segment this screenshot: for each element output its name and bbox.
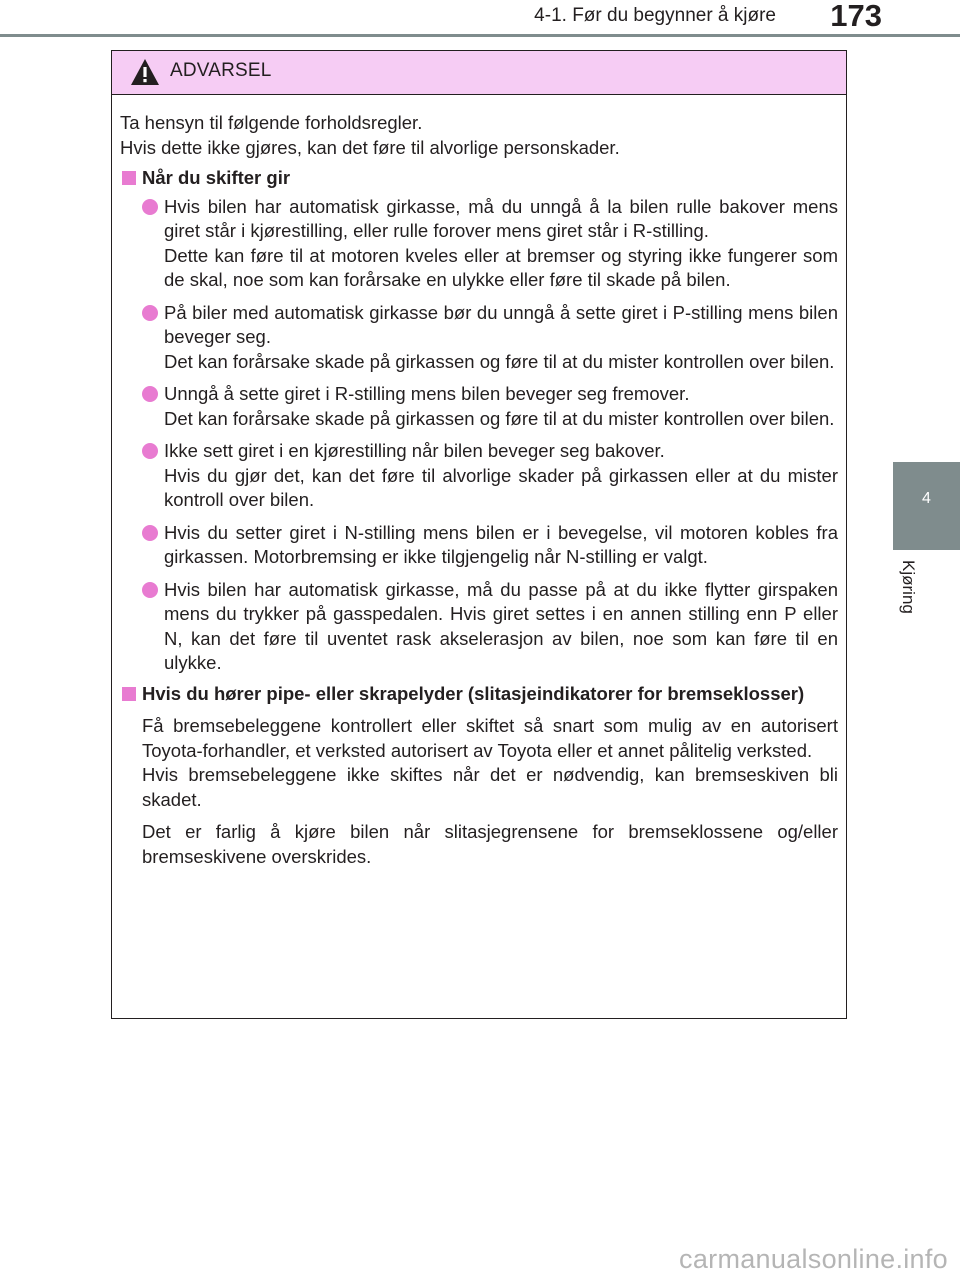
warning-label: ADVARSEL <box>170 60 272 81</box>
round-bullet-icon <box>142 582 158 598</box>
bullet-list <box>120 195 838 676</box>
chapter-tab <box>893 462 960 550</box>
round-bullet-icon <box>142 443 158 459</box>
list-item <box>120 439 838 513</box>
header-divider <box>0 34 960 37</box>
section-title: 4-1. Før du begynner å kjøre <box>534 5 776 26</box>
section-heading <box>120 682 838 707</box>
paragraph-text: Det er farlig å kjøre bilen når slitasjegrensene for bremseklossene og/eller bremseskivene overskrides. <box>142 821 838 867</box>
bullet-text: Hvis bilen har automatisk girkasse, må du passe på at du ikke flytter girspaken mens du trykker på gasspedalen. Hvis giret settes i en annen stilling enn P eller N, kan det føre til uventet rask akselerasjon av bilen, noe som kan føre til en ulykke. <box>164 578 838 673</box>
list-item <box>120 195 838 293</box>
bullet-text: Ikke sett giret i en kjørestilling når bilen beveger seg bakover. <box>164 440 665 461</box>
round-bullet-icon <box>142 305 158 321</box>
page-header <box>0 0 960 36</box>
page-number: 173 <box>830 0 882 33</box>
section-heading-text: Hvis du hører pipe- eller skrapelyder (slitasjeindikatorer for bremseklosser) <box>142 682 805 704</box>
warning-triangle-icon <box>130 58 160 86</box>
round-bullet-icon <box>142 386 158 402</box>
paragraph-text: Få bremsebeleggene kontrollert eller skiftet så snart som mulig av en autorisert Toyota-forhandler, et verksted autorisert av Toyota eller et annet pålitelig verksted. <box>142 715 838 761</box>
paragraph-text: Hvis bremsebeleggene ikke skiftes når det er nødvendig, kan bremseskiven bli skadet. <box>142 764 838 810</box>
list-item <box>120 521 838 570</box>
list-item <box>120 382 838 431</box>
intro-line: Hvis dette ikke gjøres, kan det føre til alvorlige personskader. <box>120 136 620 158</box>
bullet-text: Unngå å sette giret i R-stilling mens bilen beveger seg fremover. <box>164 383 690 404</box>
section-gear-shifting <box>120 166 838 676</box>
list-item <box>120 578 838 676</box>
list-item <box>120 301 838 375</box>
chapter-label-text: Kjøring <box>899 560 918 614</box>
chapter-label <box>898 560 922 660</box>
warning-intro <box>120 111 838 160</box>
round-bullet-icon <box>142 525 158 541</box>
warning-body <box>112 95 846 869</box>
bullet-text: På biler med automatisk girkasse bør du unngå å sette giret i P-stilling mens bilen beveger seg. <box>164 301 838 347</box>
paragraph <box>120 714 838 812</box>
section-brake-wear-indicators <box>120 682 838 870</box>
bullet-text: Hvis bilen har automatisk girkasse, må du unngå å la bilen rulle bakover mens giret står i kjørestilling, eller rulle forover mens giret står i R-stilling. <box>164 195 838 241</box>
bullet-text: Det kan forårsake skade på girkassen og føre til at du mister kontrollen over bilen. <box>164 350 835 372</box>
bullet-text: Hvis du setter giret i N-stilling mens bilen er i bevegelse, vil motoren kobles fra girkassen. Motorbremsing er ikke tilgjengelig når N-stilling er valgt. <box>164 521 838 567</box>
square-bullet-icon <box>122 171 136 185</box>
warning-box <box>111 50 847 1019</box>
paragraph <box>120 820 838 869</box>
section-heading-text: Når du skifter gir <box>142 167 291 188</box>
round-bullet-icon <box>142 199 158 215</box>
bullet-text: Det kan forårsake skade på girkassen og føre til at du mister kontrollen over bilen. <box>164 407 835 429</box>
chapter-number: 4 <box>922 490 931 507</box>
square-bullet-icon <box>122 687 136 701</box>
bullet-text: Hvis du gjør det, kan det føre til alvorlige skader på girkassen eller at du mister kontroll over bilen. <box>164 464 838 510</box>
warning-header <box>112 51 846 95</box>
bullet-text: Dette kan føre til at motoren kveles eller at bremser og styring ikke fungerer som de skal, noe som kan forårsake en ulykke eller føre til skade på bilen. <box>164 244 838 290</box>
watermark: carmanualsonline.info <box>679 1244 948 1274</box>
intro-line: Ta hensyn til følgende forholdsregler. <box>120 112 423 133</box>
section-heading <box>120 166 838 191</box>
